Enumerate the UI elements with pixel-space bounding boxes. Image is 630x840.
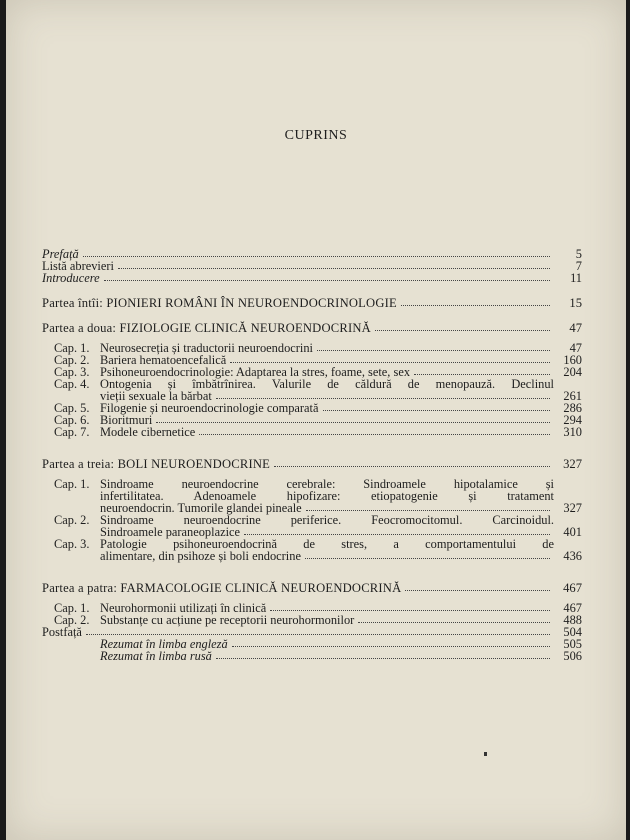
- toc-chapter: Cap. 1. Neurohormonii utilizați în clinică 467: [54, 601, 582, 615]
- toc-chapter: Cap. 5. Filogenie și neuroendocrinologie comparată 286: [54, 401, 582, 415]
- toc-part-4: Partea a patra: FARMACOLOGIE CLINICĂ NEUROENDOCRINĂ 467: [42, 581, 582, 595]
- toc-entry-rezumat-rusa: Rezumat în limba rusă 506: [100, 649, 582, 663]
- toc-chapter: Cap. 2. Sindroame neuroendocrine periferice. Feocromocitomul. Carcinoidul. Sindroamele paraneoplazice 401: [54, 513, 582, 539]
- toc-entry-abrevieri: Listă abrevieri 7: [42, 259, 582, 273]
- toc-entry-prefata: Prefață 5: [42, 247, 582, 261]
- toc-part-3: Partea a treia: BOLI NEUROENDOCRINE 327: [42, 457, 582, 471]
- toc-part-1: Partea întîi: PIONIERI ROMÂNI ÎN NEUROENDOCRINOLOGIE 15: [42, 296, 582, 310]
- toc-part-2: Partea a doua: FIZIOLOGIE CLINICĂ NEUROENDOCRINĂ 47: [42, 321, 582, 335]
- toc-chapter: Cap. 1. Sindroame neuroendocrine cerebrale: Sindroamele hipotalamice și infertilitatea. Adenoamele hipofizare: etiopatogenie și tratament neuroendocrin. Tumorile glandei pineale 327: [54, 477, 582, 515]
- toc-entry-introducere: Introducere 11: [42, 271, 582, 285]
- toc-entry-rezumat-engleza: Rezumat în limba engleză 505: [100, 637, 582, 651]
- toc-chapter: Cap. 6. Bioritmuri 294: [54, 413, 582, 427]
- toc-chapter: Cap. 3. Psihoneuroendocrinologie: Adaptarea la stres, foame, sete, sex 204: [54, 365, 582, 379]
- page-title: CUPRINS: [284, 128, 348, 143]
- ink-speck: [484, 752, 487, 756]
- book-page: [6, 0, 626, 840]
- toc-entry-postfata: Postfață 504: [42, 625, 582, 639]
- toc-chapter: Cap. 1. Neurosecreția și traductorii neuroendocrini 47: [54, 341, 582, 355]
- toc-chapter: Cap. 7. Modele cibernetice 310: [54, 425, 582, 439]
- table-of-contents: [42, 248, 582, 662]
- toc-chapter: Cap. 2. Substanțe cu acțiune pe receptorii neurohormonilor 488: [54, 613, 582, 627]
- toc-chapter: Cap. 4. Ontogenia și îmbătrînirea. Valurile de căldură de menopauză. Declinul vieții sexuale la bărbat 261: [54, 377, 582, 403]
- toc-chapter: Cap. 3. Patologie psihoneuroendocrină de stres, a comportamentului de alimentare, din psihoze și boli endocrine 436: [54, 537, 582, 563]
- toc-chapter: Cap. 2. Bariera hematoencefalică 160: [54, 353, 582, 367]
